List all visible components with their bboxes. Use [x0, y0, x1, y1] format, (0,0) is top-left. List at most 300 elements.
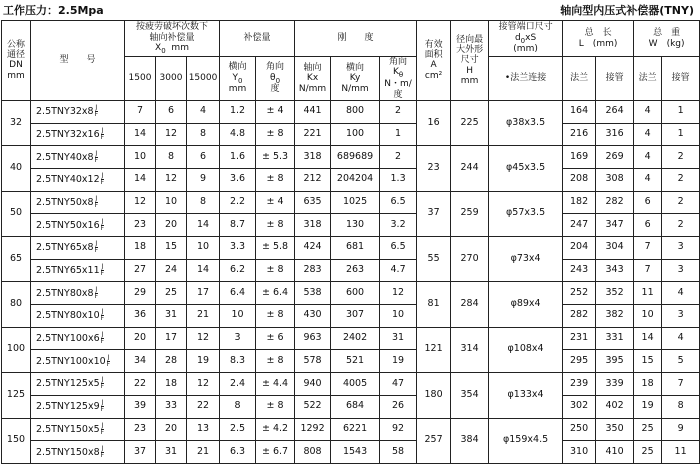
- model-name: 2.5TNY150x5: [36, 423, 100, 435]
- table-row: [2, 100, 700, 123]
- y0-cell: 1.2: [220, 100, 256, 123]
- model-fraction: $\frac{J}{F}$: [100, 331, 105, 346]
- ktheta-cell: 19: [380, 350, 417, 373]
- table-row: [2, 418, 700, 441]
- model-cell: [31, 259, 125, 282]
- wp-cell: 11: [662, 441, 700, 464]
- lp-cell: 352: [596, 282, 634, 305]
- kx-cell: 522: [295, 395, 331, 418]
- table-row: [2, 350, 700, 373]
- compensation-header: 补偿量: [220, 21, 295, 57]
- ky-cell: 6221: [331, 418, 380, 441]
- x1500-cell: 36: [125, 305, 156, 328]
- model-fraction: $\frac{J}{F}$: [94, 104, 99, 119]
- model-cell: [31, 191, 125, 214]
- theta-cell: ± 6.4: [256, 282, 295, 305]
- x3000-cell: 6: [156, 100, 187, 123]
- model-cell: [31, 100, 125, 123]
- model-cell: [31, 327, 125, 350]
- lf-cell: 169: [563, 146, 596, 169]
- lp-cell: 282: [596, 191, 634, 214]
- x3000-cell: 25: [156, 282, 187, 305]
- ktheta-cell: 47: [380, 373, 417, 396]
- ky-cell: 307: [331, 305, 380, 328]
- spec-table: [1, 20, 700, 464]
- x15000-cell: 13: [187, 418, 220, 441]
- lf-cell: 282: [563, 305, 596, 328]
- model-name: 2.5TNY100x6: [36, 333, 100, 345]
- lf-cell: 231: [563, 327, 596, 350]
- table-row: [2, 373, 700, 396]
- ky-cell: 2402: [331, 327, 380, 350]
- ky-cell: 684: [331, 395, 380, 418]
- x1500-cell: 27: [125, 259, 156, 282]
- model-cell: [31, 373, 125, 396]
- stiffness-header: 刚 度: [295, 21, 417, 57]
- ktheta-cell: 58: [380, 441, 417, 464]
- table-row: [2, 237, 700, 260]
- dn-header: 公称 通径 DN mm: [2, 21, 31, 101]
- theta-cell: ± 6.7: [256, 441, 295, 464]
- wp-cell: 3: [662, 305, 700, 328]
- model-fraction: $\frac{J}{F}$: [100, 217, 105, 232]
- y0-cell: 2.2: [220, 191, 256, 214]
- area-cell: 55: [417, 237, 451, 282]
- x15000-cell: 19: [187, 350, 220, 373]
- model-cell: [31, 123, 125, 146]
- lateral-comp-header: 横向 $Y_0$ mm: [220, 57, 256, 101]
- lateral-stiff-header: 横向 Ky N/mm: [331, 57, 380, 101]
- lp-cell: 304: [596, 237, 634, 260]
- model-name: 2.5TNY150x8: [36, 446, 100, 458]
- wf-cell: 10: [634, 305, 662, 328]
- table-row: [2, 214, 700, 237]
- theta-cell: ± 5.8: [256, 237, 295, 260]
- lf-cell: 208: [563, 168, 596, 191]
- wp-cell: 3: [662, 259, 700, 282]
- lp-cell: 343: [596, 259, 634, 282]
- x1500-cell: 22: [125, 373, 156, 396]
- x3000-cell: 31: [156, 305, 187, 328]
- x3000-cell: 31: [156, 441, 187, 464]
- x3000-cell: 18: [156, 373, 187, 396]
- wf-cell: 25: [634, 441, 662, 464]
- theta-cell: ± 8: [256, 123, 295, 146]
- wp-cell: 1: [662, 123, 700, 146]
- x3000-cell: 20: [156, 418, 187, 441]
- wf-cell: 4: [634, 100, 662, 123]
- dn-cell: 32: [2, 100, 31, 145]
- conn-type-header: •法兰连接: [489, 57, 563, 101]
- model-cell: [31, 214, 125, 237]
- ky-cell: 1025: [331, 191, 380, 214]
- kx-cell: 808: [295, 441, 331, 464]
- size-cell: 270: [451, 237, 489, 282]
- x15000-cell: 10: [187, 237, 220, 260]
- kx-cell: 578: [295, 350, 331, 373]
- x15000-cell: 12: [187, 327, 220, 350]
- wp-cell: 3: [662, 237, 700, 260]
- x3000-cell: 15: [156, 237, 187, 260]
- area-cell: 180: [417, 373, 451, 418]
- model-fraction: $\frac{J}{F}$: [100, 126, 105, 141]
- wf-cell: 11: [634, 282, 662, 305]
- model-cell: [31, 237, 125, 260]
- ktheta-cell: 3.2: [380, 214, 417, 237]
- theta-cell: ± 6: [256, 327, 295, 350]
- kx-cell: 940: [295, 373, 331, 396]
- ky-cell: 204204: [331, 168, 380, 191]
- cycles-1500: 1500: [125, 57, 156, 101]
- ky-cell: 681: [331, 237, 380, 260]
- wf-cell: 4: [634, 146, 662, 169]
- theta-cell: ± 4.2: [256, 418, 295, 441]
- size-cell: 225: [451, 100, 489, 145]
- wp-cell: 5: [662, 350, 700, 373]
- x1500-cell: 14: [125, 168, 156, 191]
- wp-cell: 8: [662, 395, 700, 418]
- x1500-cell: 20: [125, 327, 156, 350]
- area-cell: 121: [417, 327, 451, 372]
- x15000-cell: 6: [187, 146, 220, 169]
- wp-cell: 4: [662, 327, 700, 350]
- dn-cell: 80: [2, 282, 31, 327]
- model-fraction: $\frac{J}{F}$: [100, 308, 105, 323]
- y0-cell: 6.2: [220, 259, 256, 282]
- wf-cell: 7: [634, 237, 662, 260]
- kx-cell: 283: [295, 259, 331, 282]
- model-fraction: $\frac{J}{F}$: [100, 376, 105, 391]
- ktheta-cell: 2: [380, 146, 417, 169]
- size-cell: 314: [451, 327, 489, 372]
- wp-cell: 2: [662, 146, 700, 169]
- ky-cell: 1543: [331, 441, 380, 464]
- length-flange-header: 法兰: [563, 57, 596, 101]
- dn-cell: 50: [2, 191, 31, 236]
- wf-cell: 7: [634, 259, 662, 282]
- lf-cell: 310: [563, 441, 596, 464]
- axial-stiff-header: 轴向 Kx N/mm: [295, 57, 331, 101]
- area-cell: 81: [417, 282, 451, 327]
- wf-cell: 19: [634, 395, 662, 418]
- weight-pipe-header: 接管: [662, 57, 700, 101]
- lf-cell: 302: [563, 395, 596, 418]
- lf-cell: 295: [563, 350, 596, 373]
- model-header: 型 号: [31, 21, 125, 101]
- y0-cell: 4.8: [220, 123, 256, 146]
- wf-cell: 6: [634, 214, 662, 237]
- kx-cell: 221: [295, 123, 331, 146]
- wf-cell: 6: [634, 191, 662, 214]
- model-fraction: $\frac{J}{F}$: [100, 399, 105, 414]
- table-row: [2, 191, 700, 214]
- x1500-cell: 14: [125, 123, 156, 146]
- model-fraction: $\frac{J}{F}$: [94, 194, 99, 209]
- ktheta-cell: 31: [380, 327, 417, 350]
- table-body: [2, 100, 700, 463]
- ktheta-cell: 92: [380, 418, 417, 441]
- dn-cell: 40: [2, 146, 31, 191]
- lf-cell: 247: [563, 214, 596, 237]
- model-name: 2.5TNY32x8: [36, 106, 94, 118]
- model-cell: [31, 146, 125, 169]
- ktheta-cell: 6.5: [380, 191, 417, 214]
- model-name: 2.5TNY40x12: [36, 174, 100, 186]
- kx-cell: 441: [295, 100, 331, 123]
- ky-cell: 130: [331, 214, 380, 237]
- y0-cell: 3.3: [220, 237, 256, 260]
- ky-cell: 600: [331, 282, 380, 305]
- y0-cell: 8.3: [220, 350, 256, 373]
- x3000-cell: 10: [156, 191, 187, 214]
- table-row: [2, 327, 700, 350]
- model-cell: [31, 418, 125, 441]
- ky-cell: 800: [331, 100, 380, 123]
- x1500-cell: 29: [125, 282, 156, 305]
- pressure-label: 工作压力：2.5Mpa: [3, 4, 104, 17]
- theta-cell: ± 8: [256, 214, 295, 237]
- wp-cell: 9: [662, 418, 700, 441]
- model-name: 2.5TNY125x5: [36, 378, 100, 390]
- x15000-cell: 9: [187, 168, 220, 191]
- ktheta-cell: 6.5: [380, 237, 417, 260]
- x3000-cell: 12: [156, 123, 187, 146]
- model-cell: [31, 395, 125, 418]
- length-header: 总 长 L (mm): [563, 21, 634, 57]
- model-fraction: $\frac{J}{F}$: [94, 149, 99, 164]
- table-row: [2, 305, 700, 328]
- dn-cell: 150: [2, 418, 31, 463]
- theta-cell: ± 8: [256, 305, 295, 328]
- lp-cell: 402: [596, 395, 634, 418]
- theta-cell: ± 4: [256, 100, 295, 123]
- model-name: 2.5TNY125x9: [36, 401, 100, 413]
- cycles-3000: 3000: [156, 57, 187, 101]
- ky-cell: 689689: [331, 146, 380, 169]
- model-name: 2.5TNY50x16: [36, 219, 100, 231]
- lp-cell: 395: [596, 350, 634, 373]
- theta-cell: ± 4.4: [256, 373, 295, 396]
- lp-cell: 308: [596, 168, 634, 191]
- dn-cell: 125: [2, 373, 31, 418]
- table-row: [2, 259, 700, 282]
- x3000-cell: 28: [156, 350, 187, 373]
- angular-stiff-header: 角向 $K_\theta$ N・m/度: [380, 57, 417, 101]
- page-header: [0, 0, 700, 18]
- conn-cell: φ133x4: [489, 373, 563, 418]
- model-cell: [31, 350, 125, 373]
- x3000-cell: 12: [156, 168, 187, 191]
- y0-cell: 6.3: [220, 441, 256, 464]
- x1500-cell: 12: [125, 191, 156, 214]
- wp-cell: 2: [662, 191, 700, 214]
- conn-cell: φ108x4: [489, 327, 563, 372]
- angular-comp-header: 角向 $\theta_0$ 度: [256, 57, 295, 101]
- weight-header: 总 重 W (kg): [634, 21, 700, 57]
- x15000-cell: 8: [187, 191, 220, 214]
- area-cell: 16: [417, 100, 451, 145]
- lp-cell: 350: [596, 418, 634, 441]
- lf-cell: 243: [563, 259, 596, 282]
- wf-cell: 18: [634, 373, 662, 396]
- table-head: [2, 21, 700, 101]
- ktheta-cell: 12: [380, 282, 417, 305]
- wp-cell: 2: [662, 214, 700, 237]
- table-title: 轴向型内压式补偿器(TNY): [560, 4, 694, 17]
- x15000-cell: 8: [187, 123, 220, 146]
- kx-cell: 430: [295, 305, 331, 328]
- x15000-cell: 12: [187, 373, 220, 396]
- theta-cell: ± 8: [256, 350, 295, 373]
- x1500-cell: 23: [125, 418, 156, 441]
- ktheta-cell: 1: [380, 123, 417, 146]
- lf-cell: 182: [563, 191, 596, 214]
- conn-cell: φ159x4.5: [489, 418, 563, 463]
- model-name: 2.5TNY100x10: [36, 355, 106, 367]
- model-name: 2.5TNY80x10: [36, 310, 100, 322]
- ky-cell: 4005: [331, 373, 380, 396]
- table-row: [2, 123, 700, 146]
- lf-cell: 204: [563, 237, 596, 260]
- x15000-cell: 4: [187, 100, 220, 123]
- wp-cell: 1: [662, 100, 700, 123]
- lp-cell: 410: [596, 441, 634, 464]
- x1500-cell: 10: [125, 146, 156, 169]
- wp-cell: 2: [662, 168, 700, 191]
- size-cell: 244: [451, 146, 489, 191]
- model-name: 2.5TNY65x8: [36, 242, 94, 254]
- area-cell: 23: [417, 146, 451, 191]
- theta-cell: ± 8: [256, 168, 295, 191]
- lf-cell: 216: [563, 123, 596, 146]
- y0-cell: 2.4: [220, 373, 256, 396]
- lp-cell: 347: [596, 214, 634, 237]
- y0-cell: 6.4: [220, 282, 256, 305]
- area-cell: 37: [417, 191, 451, 236]
- cycles-15000: 15000: [187, 57, 220, 101]
- fatigue-header: 按疲劳破坏次数下 轴向补偿量 $X_0$ mm: [125, 21, 220, 57]
- lp-cell: 264: [596, 100, 634, 123]
- model-name: 2.5TNY40x8: [36, 151, 94, 163]
- model-fraction: $\frac{J}{F}$: [100, 172, 105, 187]
- x3000-cell: 20: [156, 214, 187, 237]
- theta-cell: ± 8: [256, 395, 295, 418]
- theta-cell: ± 8: [256, 259, 295, 282]
- y0-cell: 10: [220, 305, 256, 328]
- model-fraction: $\frac{J}{F}$: [94, 285, 99, 300]
- model-fraction: $\frac{J}{F}$: [100, 444, 105, 459]
- kx-cell: 538: [295, 282, 331, 305]
- size-header: 径向最 大外形 尺寸 H mm: [451, 21, 489, 101]
- model-fraction: $\frac{J}{F}$: [94, 240, 99, 255]
- lf-cell: 252: [563, 282, 596, 305]
- ky-cell: 521: [331, 350, 380, 373]
- lp-cell: 382: [596, 305, 634, 328]
- model-cell: [31, 305, 125, 328]
- y0-cell: 8: [220, 395, 256, 418]
- lf-cell: 250: [563, 418, 596, 441]
- y0-cell: 2.5: [220, 418, 256, 441]
- x1500-cell: 34: [125, 350, 156, 373]
- ktheta-cell: 1.3: [380, 168, 417, 191]
- wf-cell: 4: [634, 123, 662, 146]
- conn-cell: φ73x4: [489, 237, 563, 282]
- model-name: 2.5TNY32x16: [36, 128, 100, 140]
- x3000-cell: 8: [156, 146, 187, 169]
- kx-cell: 963: [295, 327, 331, 350]
- x1500-cell: 18: [125, 237, 156, 260]
- lf-cell: 239: [563, 373, 596, 396]
- theta-cell: ± 5.3: [256, 146, 295, 169]
- x3000-cell: 17: [156, 327, 187, 350]
- model-fraction: $\frac{J}{F}$: [106, 353, 111, 368]
- wf-cell: 4: [634, 168, 662, 191]
- model-name: 2.5TNY65x11: [36, 265, 100, 277]
- x15000-cell: 21: [187, 441, 220, 464]
- model-name: 2.5TNY80x8: [36, 287, 94, 299]
- ky-cell: 100: [331, 123, 380, 146]
- wf-cell: 25: [634, 418, 662, 441]
- wp-cell: 7: [662, 373, 700, 396]
- wf-cell: 14: [634, 327, 662, 350]
- kx-cell: 318: [295, 146, 331, 169]
- size-cell: 259: [451, 191, 489, 236]
- table-row: [2, 282, 700, 305]
- lf-cell: 164: [563, 100, 596, 123]
- x15000-cell: 21: [187, 305, 220, 328]
- ktheta-cell: 10: [380, 305, 417, 328]
- wp-cell: 4: [662, 282, 700, 305]
- model-fraction: $\frac{J}{F}$: [100, 421, 105, 436]
- kx-cell: 212: [295, 168, 331, 191]
- lp-cell: 331: [596, 327, 634, 350]
- conn-cell: φ89x4: [489, 282, 563, 327]
- size-cell: 284: [451, 282, 489, 327]
- table-row: [2, 395, 700, 418]
- y0-cell: 1.6: [220, 146, 256, 169]
- wf-cell: 15: [634, 350, 662, 373]
- x1500-cell: 39: [125, 395, 156, 418]
- kx-cell: 1292: [295, 418, 331, 441]
- lp-cell: 316: [596, 123, 634, 146]
- table-row: [2, 168, 700, 191]
- y0-cell: 3.6: [220, 168, 256, 191]
- x15000-cell: 17: [187, 282, 220, 305]
- size-cell: 384: [451, 418, 489, 463]
- x15000-cell: 14: [187, 214, 220, 237]
- area-cell: 257: [417, 418, 451, 463]
- model-fraction: $\frac{J}{F}$: [100, 263, 105, 278]
- ky-cell: 263: [331, 259, 380, 282]
- ktheta-cell: 26: [380, 395, 417, 418]
- x15000-cell: 22: [187, 395, 220, 418]
- dn-cell: 100: [2, 327, 31, 372]
- weight-flange-header: 法兰: [634, 57, 662, 101]
- table-row: [2, 146, 700, 169]
- length-pipe-header: 接管: [596, 57, 634, 101]
- x1500-cell: 7: [125, 100, 156, 123]
- x3000-cell: 33: [156, 395, 187, 418]
- dn-cell: 65: [2, 237, 31, 282]
- kx-cell: 635: [295, 191, 331, 214]
- area-header: 有效 面积 A cm²: [417, 21, 451, 101]
- ktheta-cell: 4.7: [380, 259, 417, 282]
- model-name: 2.5TNY50x8: [36, 196, 94, 208]
- theta-cell: ± 4: [256, 191, 295, 214]
- y0-cell: 3: [220, 327, 256, 350]
- lp-cell: 269: [596, 146, 634, 169]
- conn-cell: φ38x3.5: [489, 100, 563, 145]
